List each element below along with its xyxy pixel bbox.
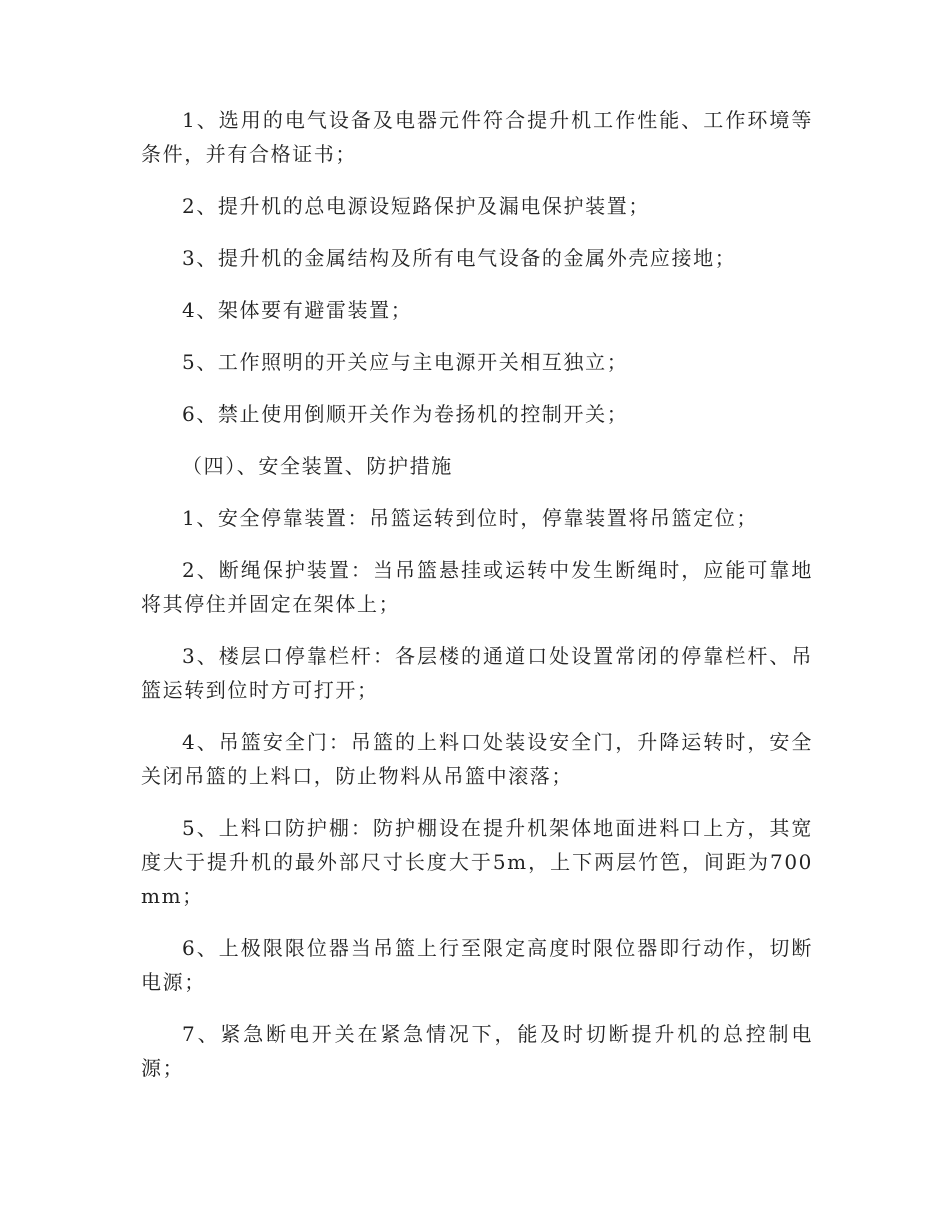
section-heading: （四）、安全装置、防护措施 [182,454,453,478]
paragraph-item-6: 6、禁止使用倒顺开关作为卷扬机的控制开关； [182,402,629,426]
paragraph-item-1: 1、选用的电气设备及电器元件符合提升机工作性能、工作环境等条件，并有合格证书； [141,108,813,166]
paragraph-safety-3: 3、楼层口停靠栏杆：各层楼的通道口处设置常闭的停靠栏杆、吊篮运转到位时方可打开； [141,644,813,702]
paragraph-safety-7: 7、紧急断电开关在紧急情况下，能及时切断提升机的总控制电源； [141,1022,813,1080]
paragraph-item-5: 5、工作照明的开关应与主电源开关相互独立； [182,350,629,374]
paragraph-safety-6: 6、上极限限位器当吊篮上行至限定高度时限位器即行动作，切断电源； [141,936,813,994]
paragraph-safety-2: 2、断绳保护装置：当吊篮悬挂或运转中发生断绳时，应能可靠地将其停住并固定在架体上； [141,558,813,616]
paragraph-item-3: 3、提升机的金属结构及所有电气设备的金属外壳应接地； [182,246,737,270]
document-body [141,103,813,1103]
paragraph-item-4: 4、架体要有避雷装置； [182,298,413,322]
paragraph-safety-4: 4、吊篮安全门：吊篮的上料口处装设安全门，升降运转时，安全关闭吊篮的上料口，防止物料从吊篮中滚落； [141,730,813,788]
paragraph-safety-5: 5、上料口防护棚：防护棚设在提升机架体地面进料口上方，其宽度大于提升机的最外部尺寸长度大于5m，上下两层竹笆，间距为700mm； [141,816,813,908]
paragraph-safety-1: 1、安全停靠装置：吊篮运转到位时，停靠装置将吊篮定位； [182,506,758,530]
paragraph-item-2: 2、提升机的总电源设短路保护及漏电保护装置； [182,194,650,218]
